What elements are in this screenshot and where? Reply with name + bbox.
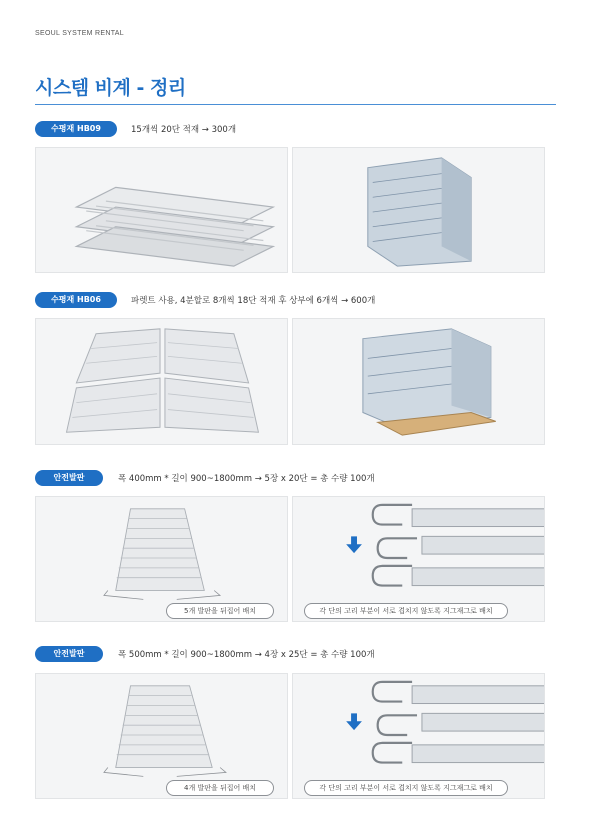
section-desc-hb06: 파렛트 사용, 4분할로 8개씩 18단 적재 후 상부에 6개씩 → 600개 xyxy=(131,296,376,306)
section-desc-safety-plank-400: 폭 400mm * 길이 900~1800mm → 5장 x 20단 = 총 수량 100개 xyxy=(118,474,375,484)
hb06-pallet-photo xyxy=(292,318,545,445)
caption-plank-400-zigzag: 각 단의 고리 부분이 서로 겹치지 않도록 지그재그로 배치 xyxy=(304,603,508,619)
caption-plank-500-zigzag: 각 단의 고리 부분이 서로 겹치지 않도록 지그재그로 배치 xyxy=(304,780,508,796)
caption-plank-400-flip: 5개 발판을 뒤집어 배치 xyxy=(166,603,274,619)
section-tag-hb09: 수평재 HB09 xyxy=(35,121,117,137)
page-title: 시스템 비계 - 정리 xyxy=(35,77,186,99)
hb06-render-image xyxy=(35,318,288,445)
brand-name: SEOUL SYSTEM RENTAL xyxy=(35,30,124,37)
section-desc-safety-plank-500: 폭 500mm * 길이 900~1800mm → 4장 x 25단 = 총 수량 100개 xyxy=(118,650,375,660)
title-divider xyxy=(35,104,556,105)
section-tag-safety-plank-500: 안전발판 xyxy=(35,646,103,662)
section-tag-hb06: 수평재 HB06 xyxy=(35,292,117,308)
hb09-render-image xyxy=(35,147,288,273)
section-tag-safety-plank-400: 안전발판 xyxy=(35,470,103,486)
hb09-stack-photo xyxy=(292,147,545,273)
caption-plank-500-flip: 4개 발판을 뒤집어 배치 xyxy=(166,780,274,796)
section-desc-hb09: 15개씩 20단 적재 → 300개 xyxy=(131,125,237,135)
